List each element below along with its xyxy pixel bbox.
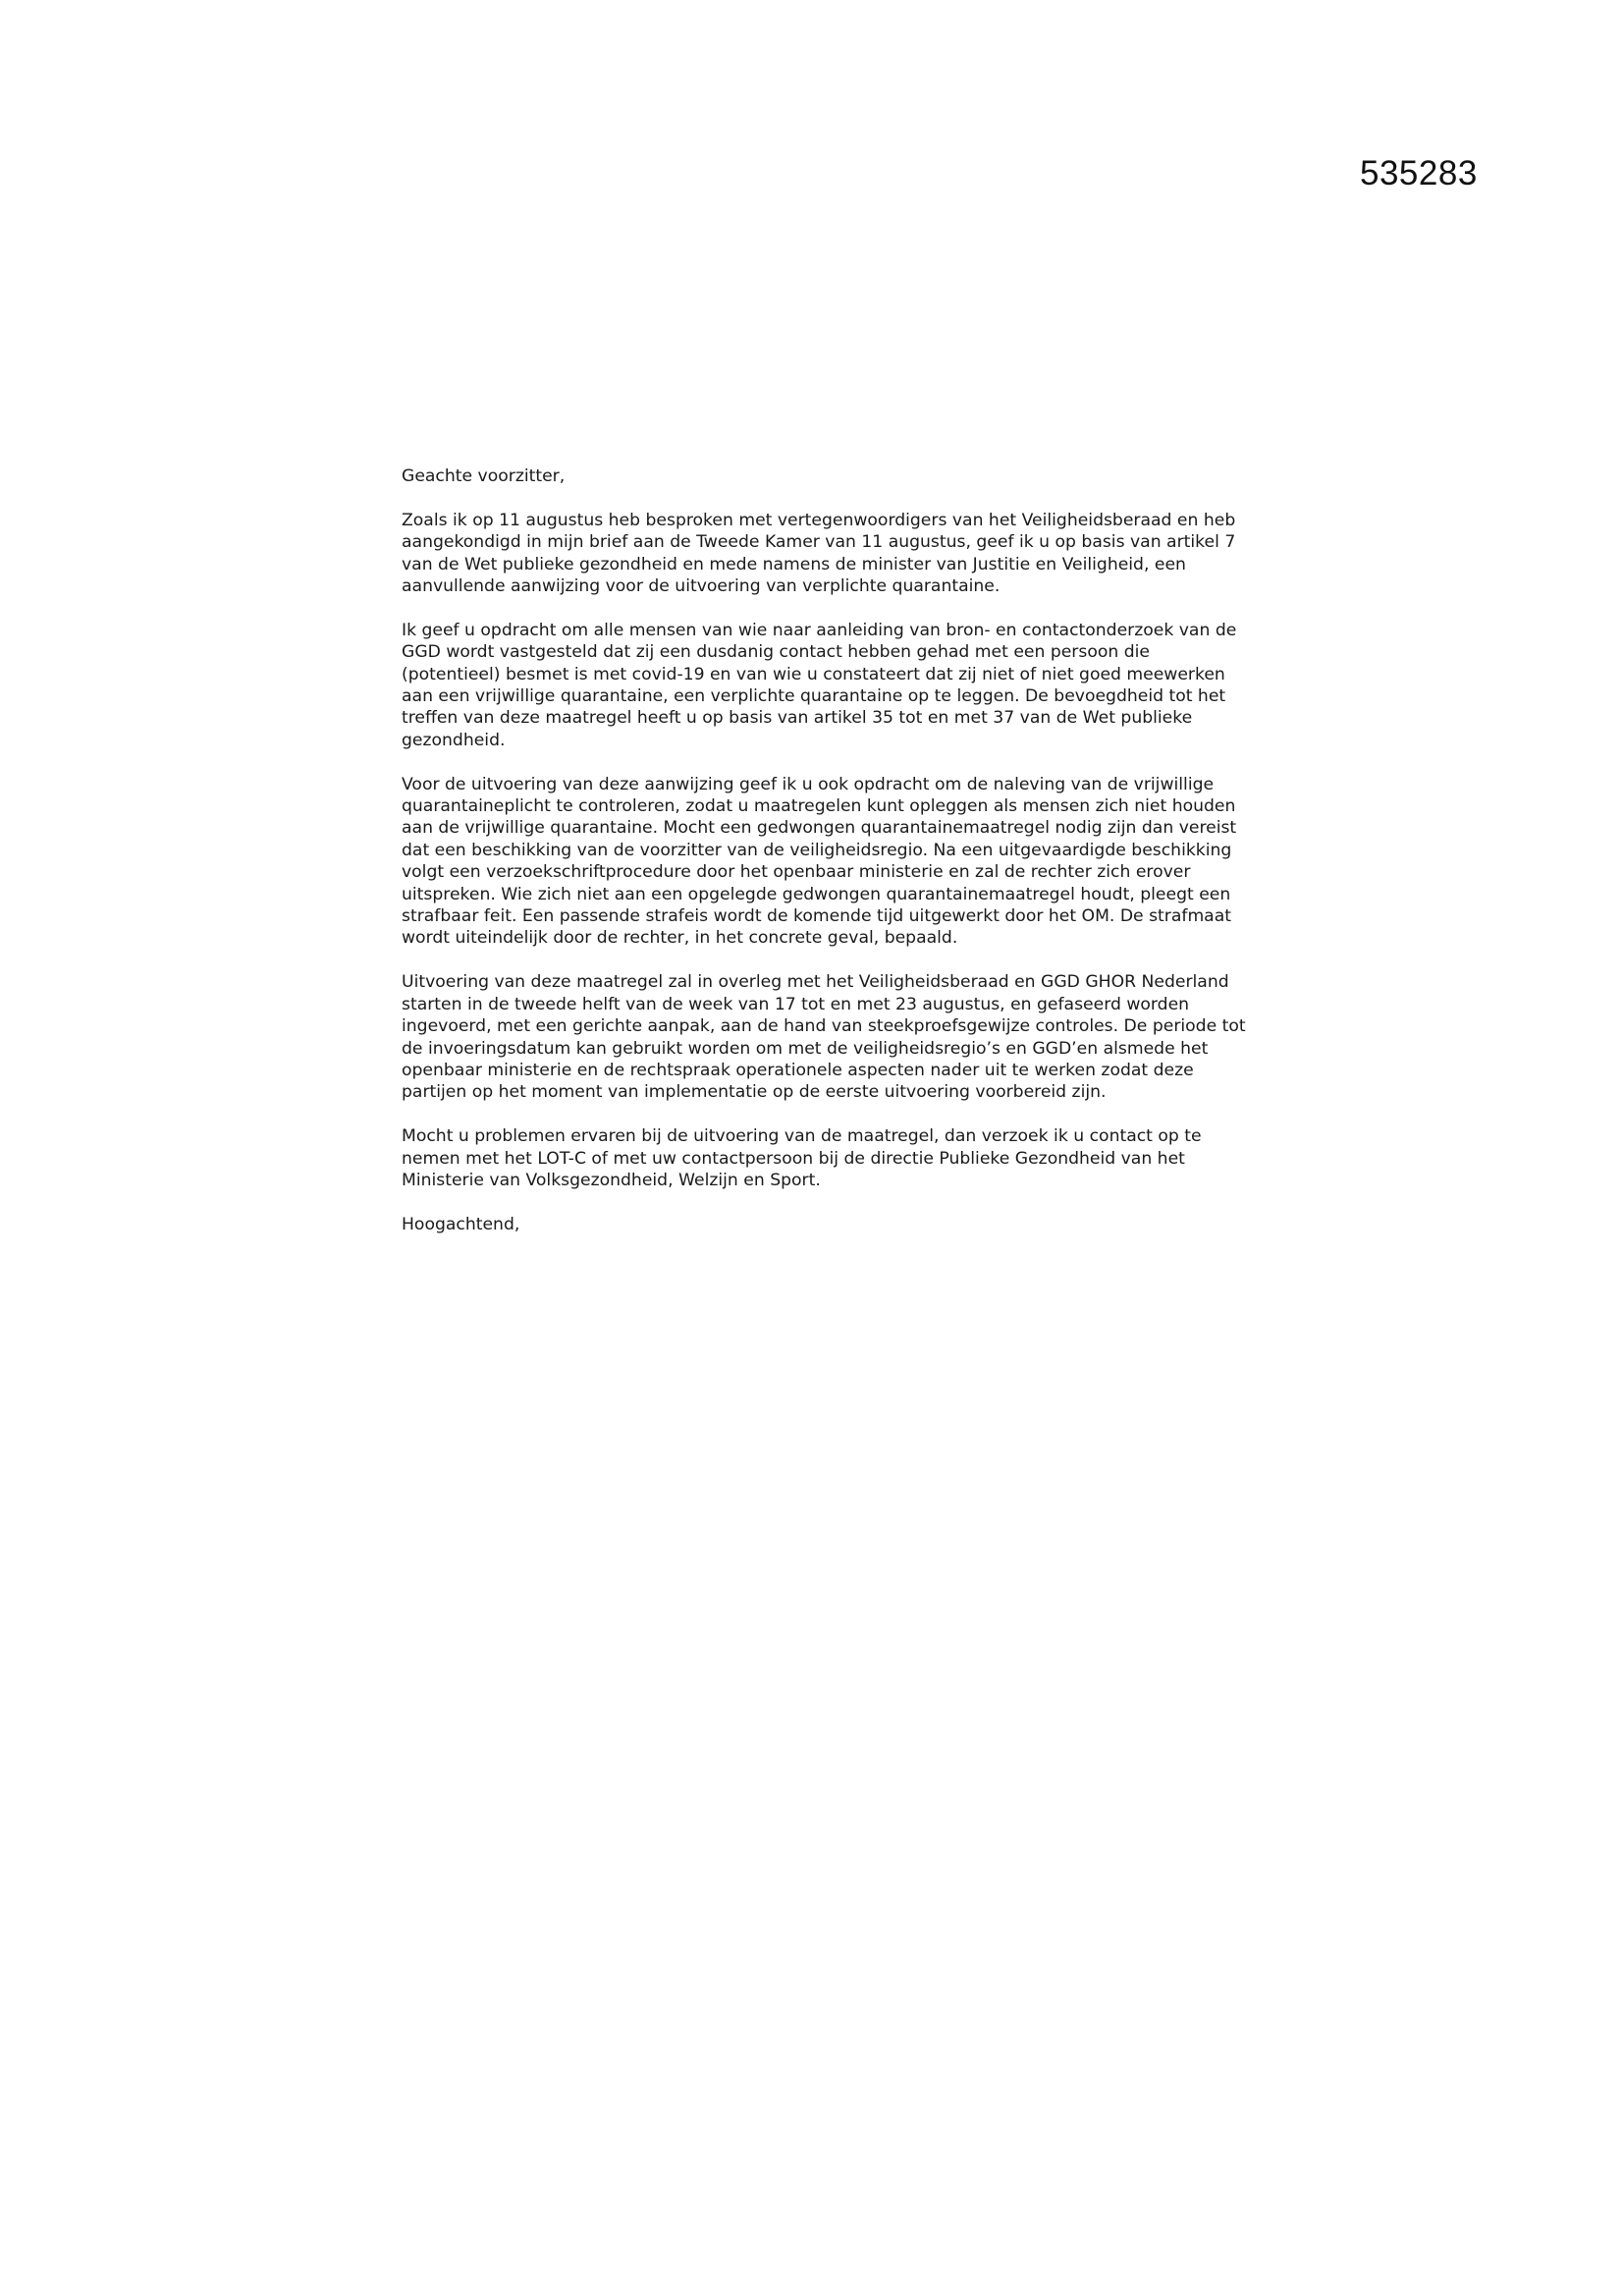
document-number: 535283 [1360, 154, 1478, 192]
letter-body [402, 465, 1256, 1258]
paragraph-2: Ik geef u opdracht om alle mensen van wie naar aanleiding van bron- en contactonderzoek van de GGD wordt vastgesteld dat zij een dusdanig contact hebben gehad met een persoon die (potentieel) besmet is met covid-19 en van wie u constateert dat zij niet of niet goed meewerken aan een vrijwillige quarantaine, een verplichte quarantaine op te leggen. De bevoegdheid tot het treffen van deze maatregel heeft u op basis van artikel 35 tot en met 37 van de Wet publieke gezondheid. [402, 620, 1237, 750]
paragraph-5: Mocht u problemen ervaren bij de uitvoering van de maatregel, dan verzoek ik u contact op te nemen met het LOT-C of met uw contactpersoon bij de directie Publieke Gezondheid van het Ministerie van Volksgezondheid, Welzijn en Sport. [402, 1126, 1202, 1190]
paragraph-4: Uitvoering van deze maatregel zal in overleg met het Veiligheidsberaad en GGD GHOR Nederland starten in de tweede helft van de week van 17 tot en met 23 augustus, en gefaseerd worden ingevoerd, met een gerichte aanpak, aan de hand van steekproefsgewijze controles. De periode tot de invoeringsdatum kan gebruikt worden om met de veiligheidsregio’s en GGD’en alsmede het openbaar ministerie en de rechtspraak operationele aspecten nader uit te werken zodat deze partijen op het moment van implementatie op de eerste uitvoering voorbereid zijn. [402, 972, 1246, 1103]
salutation: Geachte voorzitter, [402, 466, 566, 486]
closing: Hoogachtend, [402, 1214, 520, 1234]
paragraph-3: Voor de uitvoering van deze aanwijzing geef ik u ook opdracht om de naleving van de vrijwillige quarantaineplicht te controleren, zodat u maatregelen kunt opleggen als mensen zich niet houden aan de vrijwillige quarantaine. Mocht een gedwongen quarantainemaatregel nodig zijn dan vereist dat een beschikking van de voorzitter van de veiligheidsregio. Na een uitgevaardigde beschikking volgt een verzoekschriftprocedure door het openbaar ministerie en zal de rechter zich erover uitspreken. Wie zich niet aan een opgelegde gedwongen quarantainemaatregel houdt, pleegt een strafbaar feit. Een passende strafeis wordt de komende tijd uitgewerkt door het OM. De strafmaat wordt uiteindelijk door de rechter, in het concrete geval, bepaald. [402, 774, 1237, 949]
paragraph-1: Zoals ik op 11 augustus heb besproken met vertegenwoordigers van het Veiligheidsberaad en heb aangekondigd in mijn brief aan de Tweede Kamer van 11 augustus, geef ik u op basis van artikel 7 van de Wet publieke gezondheid en mede namens de minister van Justitie en Veiligheid, een aanvullende aanwijzing voor de uitvoering van verplichte quarantaine. [402, 510, 1236, 597]
